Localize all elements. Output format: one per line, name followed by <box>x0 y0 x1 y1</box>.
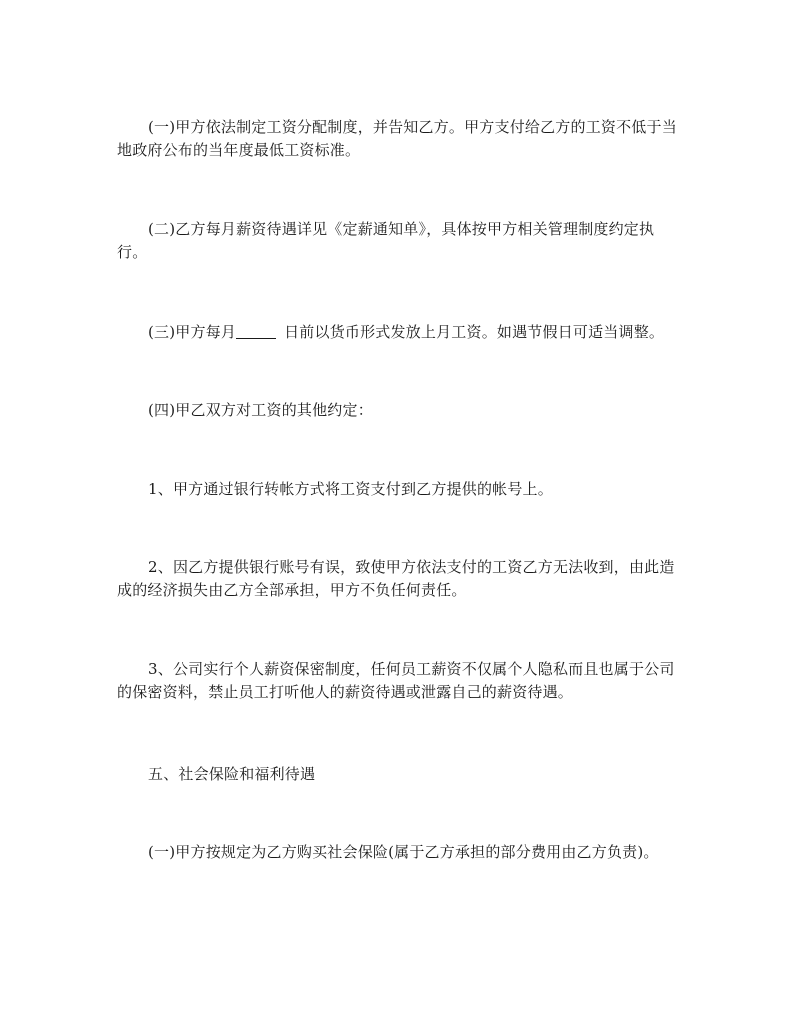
item-bank-account-error: 2、因乙方提供银行账号有误，致使甲方依法支付的工资乙方无法收到，由此造成的经济损失由乙方全部承担，甲方不负任何责任。 <box>117 558 675 599</box>
clause-social-insurance: (一)甲方按规定为乙方购买社会保险(属于乙方承担的部分费用由乙方负责)。 <box>148 843 659 861</box>
item-bank-transfer: 1、甲方通过银行转帐方式将工资支付到乙方提供的帐号上。 <box>148 480 553 498</box>
clause-monthly-salary: (二)乙方每月薪资待遇详见《定薪通知单》，具体按甲方相关管理制度约定执行。 <box>117 220 655 261</box>
clause-payment-date <box>117 321 683 344</box>
payment-date-suffix: 日前以货币形式发放上月工资。如遇节假日可适当调整。 <box>284 323 665 341</box>
payment-date-prefix: (三)甲方每月 <box>148 323 237 341</box>
section-heading-social-insurance: 五、社会保险和福利待遇 <box>148 765 316 783</box>
clause-wage-system: (一)甲方依法制定工资分配制度，并告知乙方。甲方支付给乙方的工资不低于当地政府公布的当年度最低工资标准。 <box>117 118 677 159</box>
payment-day-blank[interactable] <box>236 324 276 339</box>
clause-other-agreements: (四)甲乙双方对工资的其他约定： <box>148 401 373 419</box>
item-salary-confidentiality: 3、公司实行个人薪资保密制度，任何员工薪资不仅属个人隐私而且也属于公司的保密资料，禁止员工打听他人的薪资待遇或泄露自己的薪资待遇。 <box>117 660 675 701</box>
